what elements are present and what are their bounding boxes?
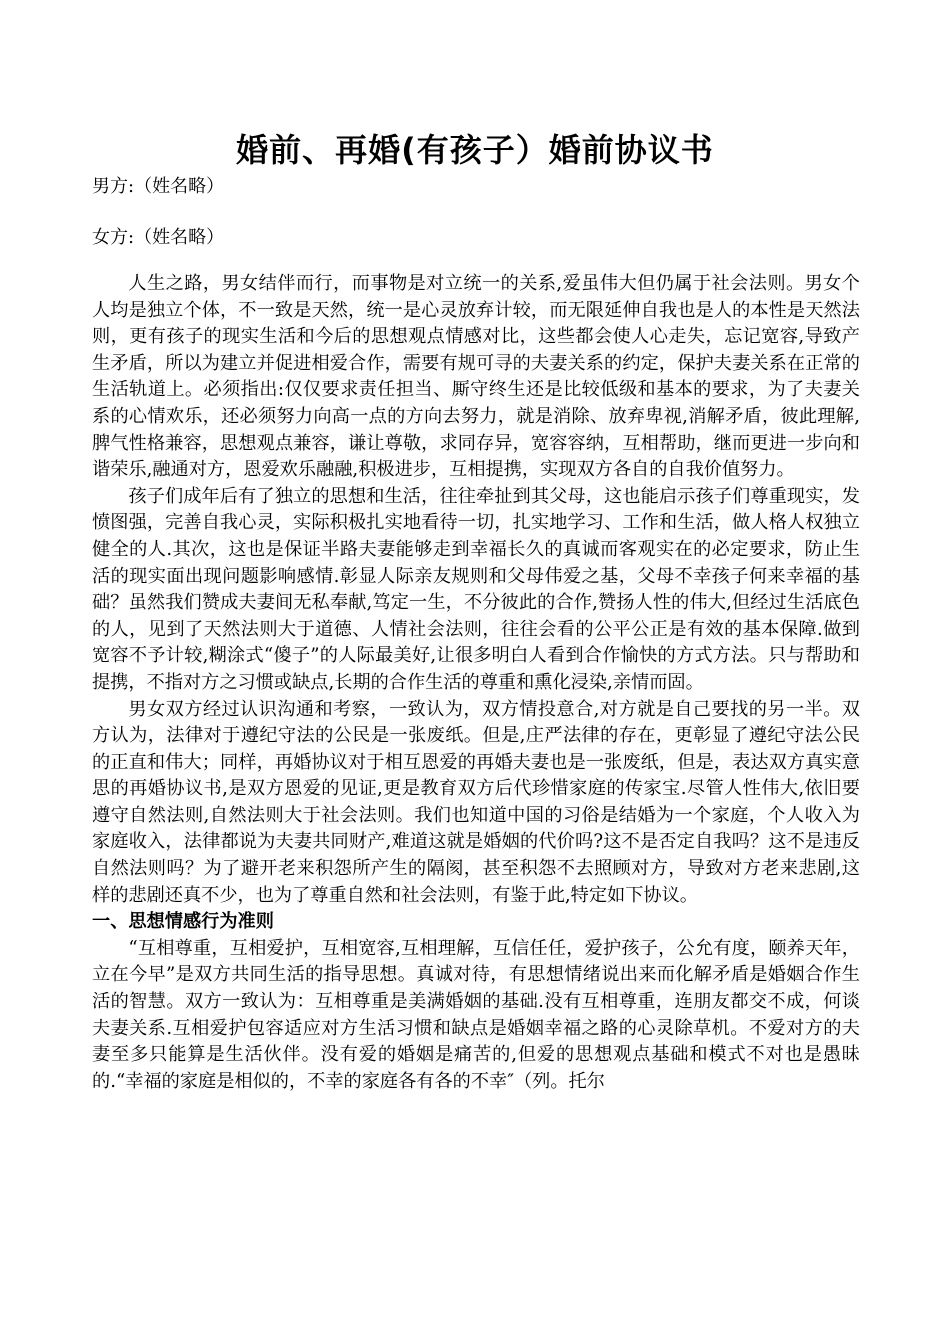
male-party-line: 男方:（姓名略） <box>92 176 225 197</box>
document-title: 婚前、再婚(有孩子）婚前协议书 <box>236 131 714 169</box>
female-party-line: 女方:（姓名略） <box>92 227 225 248</box>
preamble-paragraph-3: 男女双方经过认识沟通和考察，一致认为，双方情投意合,对方就是自己要找的另一半。双方认为，法律对于遵纪守法的公民是一张废纸。但是,庄严法律的存在，更彰显了遵纪守法公民的正直和伟大；同样，再婚协议对于相互恩爱的再婚夫妻也是一张废纸，但是，表达双方真实意思的再婚协议书,是双方恩爱的见证,更是教育双方后代珍惜家庭的传家宝.尽管人性伟大,依旧要遵守自然法则,自然法则大于社会法则。我们也知道中国的习俗是结婚为一个家庭，个人收入为家庭收入，法律都说为夫妻共同财产,难道这就是婚姻的代价吗?这不是否定自我吗？这不是违反自然法则吗？为了避开老来积怨所产生的隔阂，甚至积怨不去照顾对方，导致对方老来悲剧,这样的悲剧还真不少，也为了尊重自然和社会法则，有鉴于此,特定如下协议。 <box>92 698 860 906</box>
document-body <box>92 271 860 1095</box>
section-1-paragraph: “互相尊重，互相爱护，互相宽容,互相理解，互信任任，爱护孩子，公允有度，颐养天年，立在今早”是双方共同生活的指导思想。真诚对待，有思想情绪说出来而化解矛盾是婚姻合作生活的智慧。双方一致认为：互相尊重是美满婚姻的基础.没有互相尊重，连朋友都交不成，何谈夫妻关系.互相爱护包容适应对方生活习惯和缺点是婚姻幸福之路的心灵除草机。不爱对方的夫妻至多只能算是生活伙伴。没有爱的婚姻是痛苦的,但爱的思想观点基础和模式不对也是愚昧的.“幸福的家庭是相似的，不幸的家庭各有各的不幸″（列。托尔 <box>92 937 860 1092</box>
preamble-paragraph-2: 孩子们成年后有了独立的思想和生活，往往牵扯到其父母，这也能启示孩子们尊重现实，发愤图强，完善自我心灵，实际积极扎实地看待一切，扎实地学习、工作和生活，做人格人权独立健全的人.其次，这也是保证半路夫妻能够走到幸福长久的真诚而客观实在的必定要求，防止生活的现实面出现问题影响感情.彰显人际亲友规则和父母伟爱之基，父母不幸孩子何来幸福的基础？虽然我们赞成夫妻间无私奉献,笃定一生，不分彼此的合作,赞扬人性的伟大,但经过生活底色的人，见到了天然法则大于道德、人情社会法则，往往会看的公平公正是有效的基本保障.做到宽容不予计较,糊涂式“傻子”的人际最美好,让很多明白人看到合作愉快的方式方法。只与帮助和提携，不指对方之习惯或缺点,长期的合作生活的尊重和熏化浸染,亲情而固。 <box>92 485 860 693</box>
section-1-heading: 一、思想情感行为准则 <box>92 911 274 933</box>
preamble-paragraph-1: 人生之路，男女结伴而行，而事物是对立统一的关系,爱虽伟大但仍属于社会法则。男女个人均是独立个体，不一致是天然，统一是心灵放弃计较，而无限延伸自我也是人的本性是天然法则，更有孩子的现实生活和今后的思想观点情感对比，这些都会使人心走失，忘记宽容,导致产生矛盾，所以为建立并促进相爱合作，需要有规可寻的夫妻关系的约定，保护夫妻关系在正常的生活轨道上。必须指出:仅仅要求责任担当、厮守终生还是比较低级和基本的要求，为了夫妻关系的心情欢乐，还必须努力向高一点的方向去努力，就是消除、放弃卑视,消解矛盾，彼此理解,脾气性格兼容，思想观点兼容，谦让尊敬，求同存异，宽容容纳，互相帮助，继而更进一步向和谐荣乐,融通对方，恩爱欢乐融融,积极进步，互相提携，实现双方各自的自我价值努力。 <box>92 273 860 481</box>
